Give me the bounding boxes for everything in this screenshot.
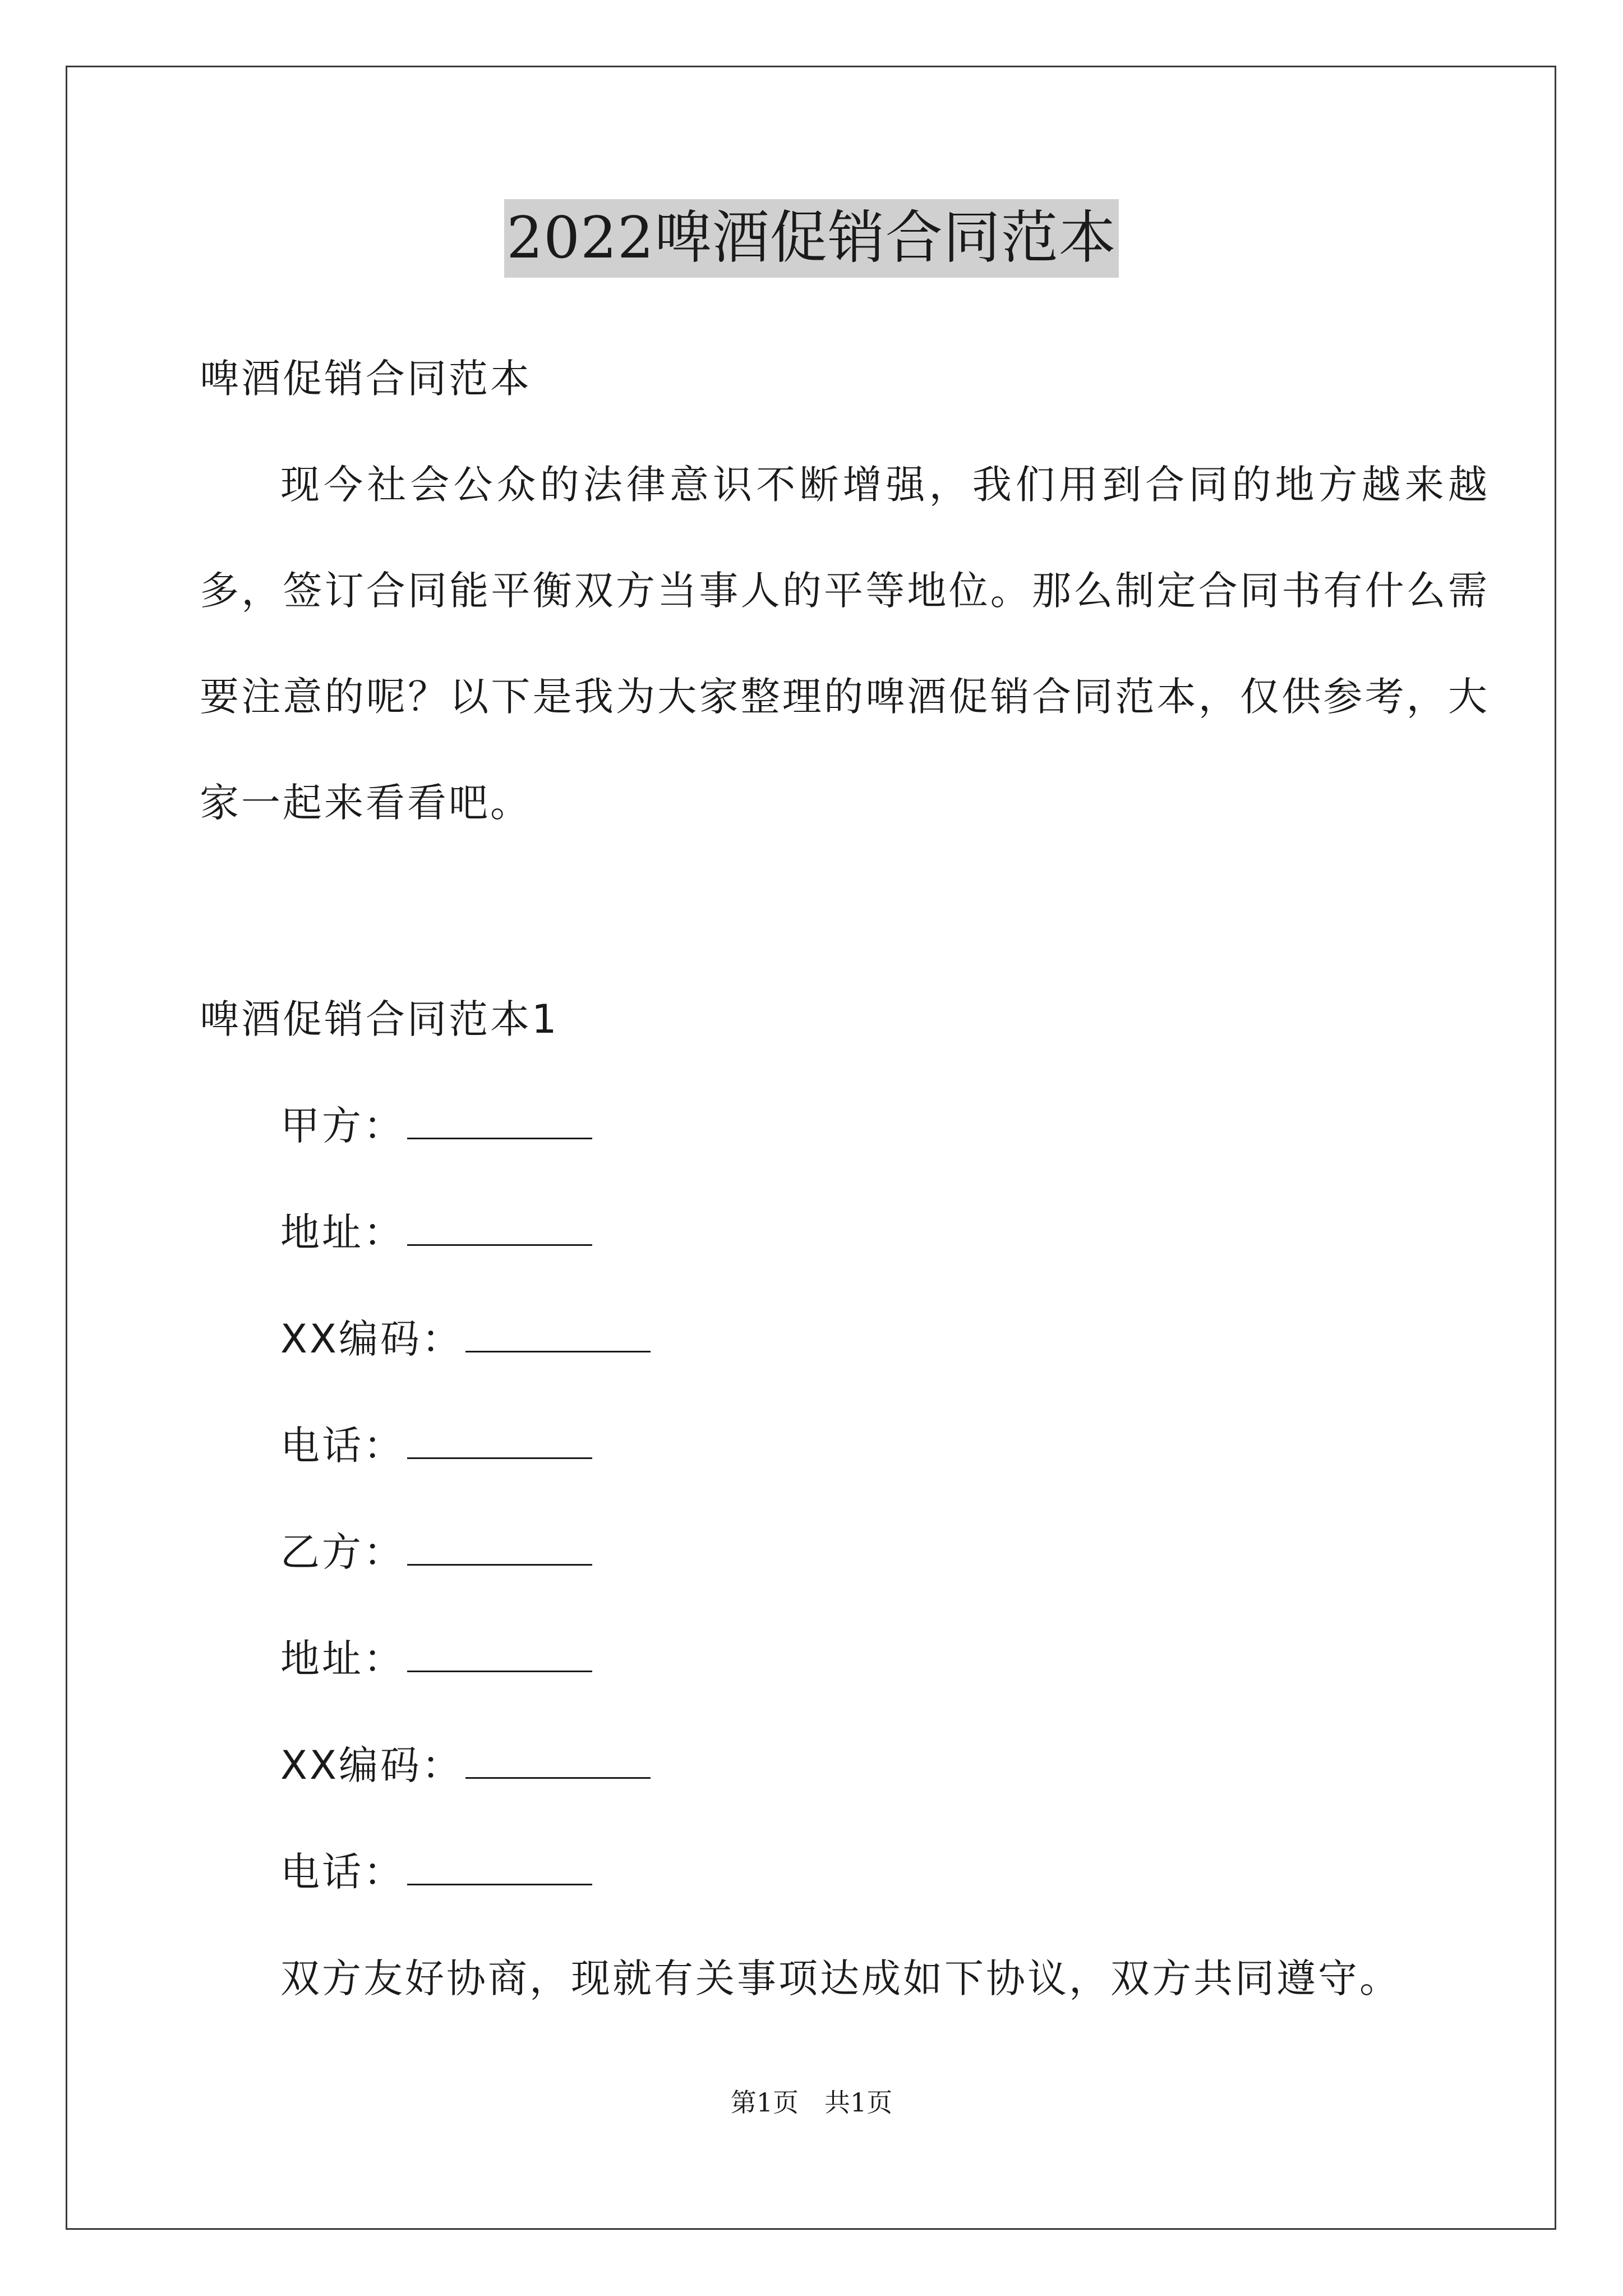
party-b-phone-blank[interactable] <box>407 1850 592 1885</box>
party-a-address-blank[interactable] <box>407 1211 592 1246</box>
party-b-code-blank[interactable] <box>465 1743 651 1779</box>
section-heading: 啤酒促销合同范本1 <box>200 996 559 1042</box>
party-b-code-label: XX编码： <box>280 1742 463 1788</box>
party-b-phone-label: 电话： <box>280 1849 405 1895</box>
party-b-blank[interactable] <box>407 1530 592 1566</box>
party-a-phone-blank[interactable] <box>407 1424 592 1459</box>
party-b-label: 乙方： <box>280 1529 405 1575</box>
party-a-code-blank[interactable] <box>465 1317 651 1352</box>
party-b-code-row <box>280 1740 651 1791</box>
party-a-phone-row <box>280 1420 592 1471</box>
party-a-code-label: XX编码： <box>280 1316 463 1362</box>
party-a-row <box>280 1101 592 1151</box>
party-a-address-row <box>280 1207 592 1258</box>
page-footer: 第1页 共1页 <box>730 2087 893 2118</box>
party-a-address-label: 地址： <box>280 1209 405 1255</box>
party-a-phone-label: 电话： <box>280 1423 405 1469</box>
party-b-address-label: 地址： <box>280 1636 405 1682</box>
party-b-address-blank[interactable] <box>407 1637 592 1672</box>
document-subtitle: 啤酒促销合同范本 <box>200 356 532 402</box>
party-a-code-row <box>280 1314 651 1364</box>
party-b-row <box>280 1527 592 1577</box>
party-b-phone-row <box>280 1847 592 1897</box>
intro-paragraph: 现今社会公众的法律意识不断增强，我们用到合同的地方越来越多，签订合同能平衡双方当事人的平等地位。那么制定合同书有什么需要注意的呢？以下是我为大家整理的啤酒促销合同范本，仅供参考，大家一起来看看吧。 <box>200 462 1490 826</box>
title-container <box>0 199 1623 278</box>
agreement-line: 双方友好协商，现就有关事项达成如下协议，双方共同遵守。 <box>280 1955 1401 2001</box>
party-a-blank[interactable] <box>407 1104 592 1139</box>
party-b-address-row <box>280 1634 592 1684</box>
document-title: 2022啤酒促销合同范本 <box>504 199 1119 278</box>
party-a-label: 甲方： <box>280 1103 405 1149</box>
